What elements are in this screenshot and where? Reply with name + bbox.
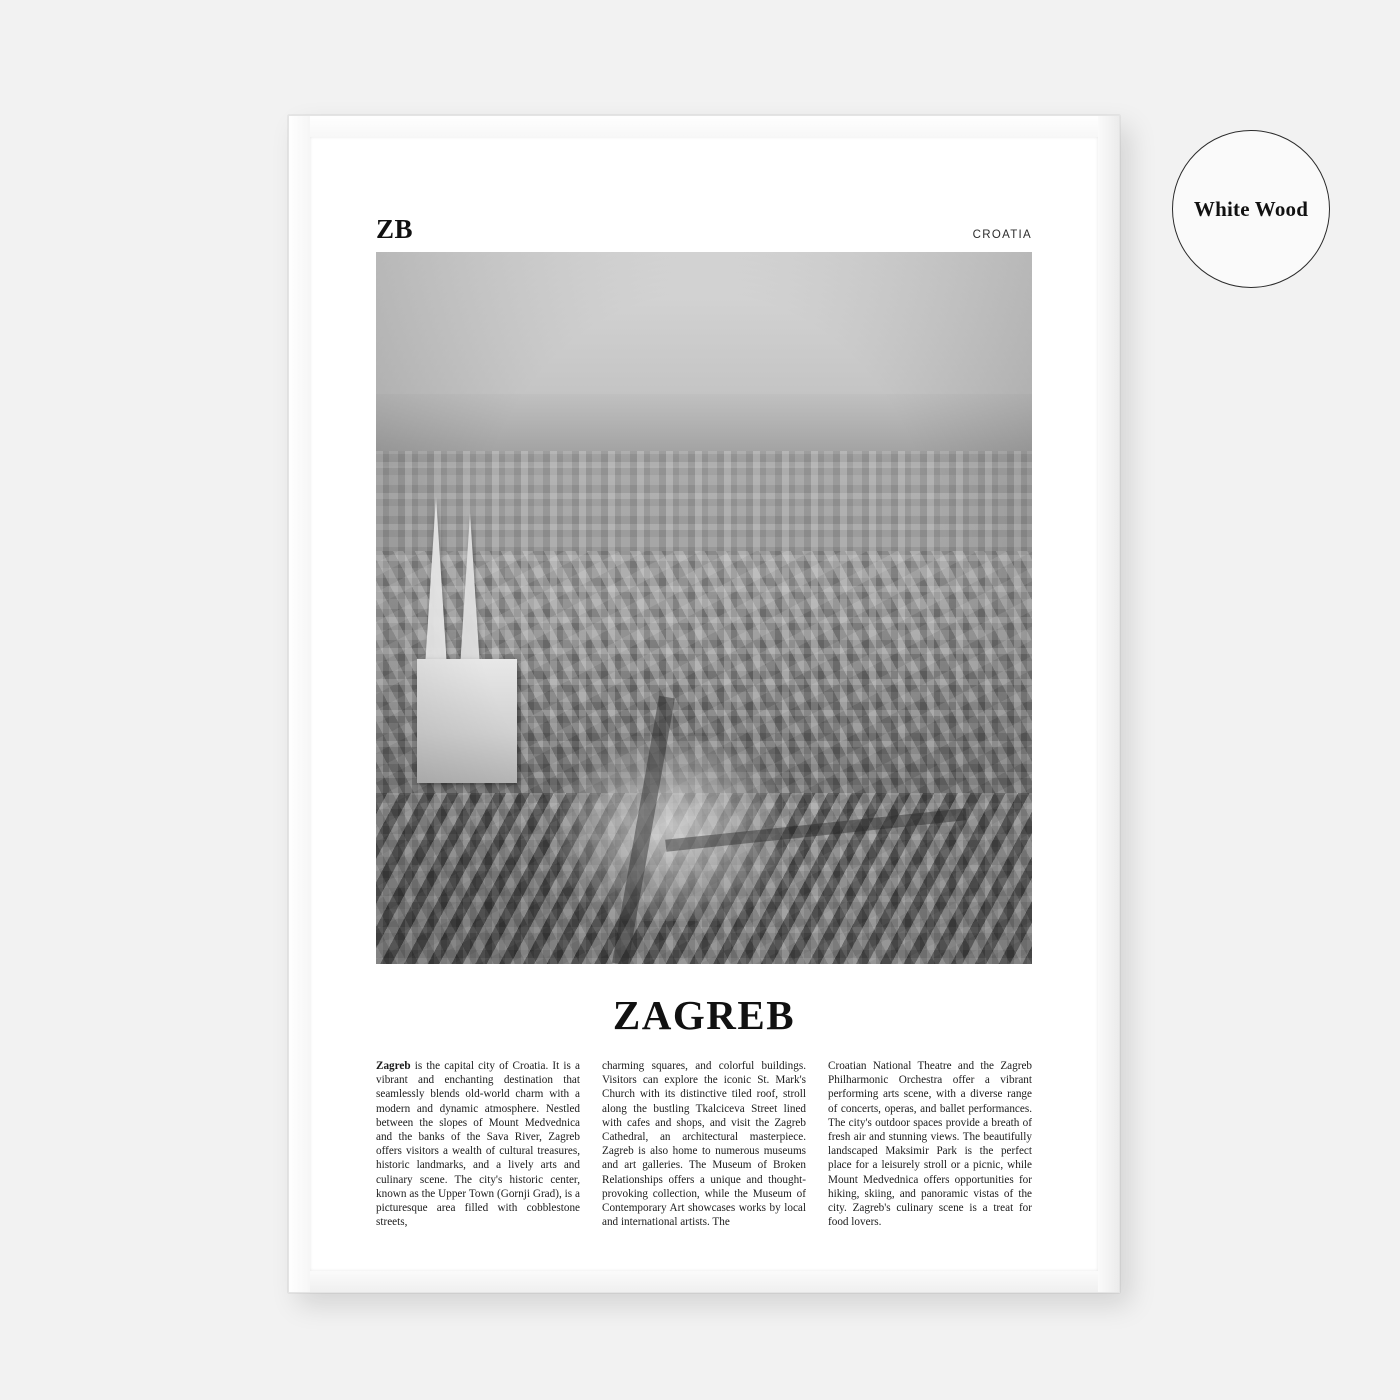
photo-vignette (376, 252, 1032, 964)
picture-frame (288, 115, 1120, 1293)
poster-photo (376, 252, 1032, 964)
poster-title: ZAGREB (612, 992, 796, 1038)
body-text-2: charming squares, and colorful buildings. Visitors can explore the iconic St. Mark's Church with its distinctive tiled roof, stroll along the bustling Tkalciceva Street lined with cafes and shops, and visit the Zagreb Cathedral, an architectural masterpiece. Zagreb is also home to numerous museums and art galleries. The Museum of Broken Relationships offers a unique and thought-provoking collection, while the Museum of Contemporary Art showcases works by local and international artists. The (602, 1060, 806, 1229)
body-column-2 (602, 1059, 806, 1229)
material-badge (1172, 130, 1330, 288)
poster-header (376, 215, 1032, 243)
poster-body-columns (376, 1059, 1032, 1229)
poster-country-label: CROATIA (972, 228, 1032, 241)
body-column-3 (828, 1059, 1032, 1229)
body-text-3: Croatian National Theatre and the Zagreb Philharmonic Orchestra offer a vibrant performing arts scene, with a diverse range of concerts, operas, and ballet performances. The city's outdoor spaces provide a breath of fresh air and stunning views. The beautifully landscaped Maksimir Park is the perfect place for a leisurely stroll or a picnic, while Mount Medvednica offers opportunities for hiking, skiing, and panoramic vistas of the city. Zagreb's culinary scene is a treat for food lovers. (828, 1060, 1032, 1229)
poster-city-code: ZB (376, 214, 414, 244)
frame-bevel-top (288, 115, 1120, 137)
frame-bevel-bottom (288, 1271, 1120, 1293)
body-lead-word: Zagreb (376, 1060, 411, 1072)
frame-bevel-left (288, 115, 310, 1293)
poster-paper (310, 137, 1098, 1271)
body-column-1 (376, 1059, 580, 1229)
poster-content (376, 214, 1032, 1229)
body-text-1: is the capital city of Croatia. It is a vibrant and enchanting destination that seamlessly blends old-world charm with a modern and dynamic atmosphere. Nestled between the slopes of Mount Medvednica and the banks of the Sava River, Zagreb offers visitors a wealth of cultural treasures, historic landmarks, and a lively arts and culinary scene. The city's historic center, known as the Upper Town (Gornji Grad), is a picturesque area filled with cobblestone streets, (376, 1060, 580, 1229)
material-badge-label: White Wood (1193, 196, 1309, 221)
frame-bevel-right (1098, 115, 1120, 1293)
